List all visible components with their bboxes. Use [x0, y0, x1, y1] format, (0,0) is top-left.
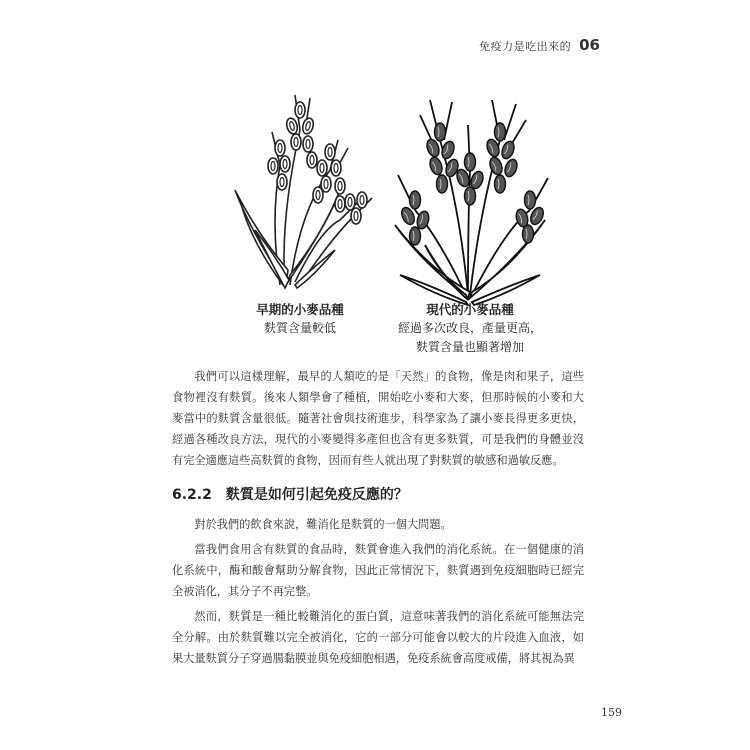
modern-wheat-title: 現代的小麥品種 [426, 302, 514, 317]
modern-wheat-note-2: 麩質含量也顯著增加 [415, 340, 524, 354]
section-number: 6.2.2 [172, 487, 212, 503]
paragraph: 我們可以這樣理解，最早的人類吃的是「天然」的食物，像是肉和果子，這些食物裡沒有麩質。後來人類學會了種植，開始吃小麥和大麥，但那時候的小麥和大麥當中的麩質含量很低。隨著社會與技術進步，科學家為了讓小麥長得更多更快，經過各種改良方法，現代的小麥變得多產但也含有更多麩質，可是我們的身體並沒有完全適應這些高麩質的食物，因而有些人就出現了對麩質的敏感和過敏反應。 [172, 370, 584, 467]
page-number: 159 [601, 706, 622, 719]
body-text-bottom [172, 514, 584, 673]
modern-wheat-note-1: 經過多次改良，產量更高， [397, 321, 542, 335]
modern-wheat-caption [395, 300, 545, 357]
paragraph: 對於我們的飲食來說，難消化是麩質的一個大問題。 [194, 518, 452, 531]
section-title: 麩質是如何引起免疫反應的？ [225, 487, 408, 503]
ancient-wheat-kernels [268, 102, 367, 224]
section-heading [172, 484, 408, 504]
body-text-top [172, 366, 584, 475]
chapter-number: 06 [579, 36, 600, 54]
paragraph: 然而，麩質是一種比較難消化的蛋白質，這意味著我們的消化系統可能無法完全分解。由於麩質難以完全被消化，它的一部分可能會以較大的片段進入血液，如果大量麩質分子穿過腸黏膜並與免疫細胞相遇，免疫系統會高度戒備，將其視為異 [172, 610, 584, 665]
modern-wheat-kernels [399, 123, 546, 245]
wheat-illustration [0, 70, 750, 380]
ancient-wheat-caption [240, 300, 360, 338]
running-header [479, 36, 600, 54]
paragraph: 當我們食用含有麩質的食品時，麩質會進入我們的消化系統。在一個健康的消化系統中，酶和酸會幫助分解食物，因此正常情況下，麩質遇到免疫細胞時已經完全被消化，其分子不再完整。 [172, 543, 584, 598]
ancient-wheat-note: 麩質含量較低 [263, 321, 336, 335]
ancient-wheat-title: 早期的小麥品種 [256, 302, 344, 317]
chapter-title: 免疫力是吃出來的 [479, 40, 572, 53]
